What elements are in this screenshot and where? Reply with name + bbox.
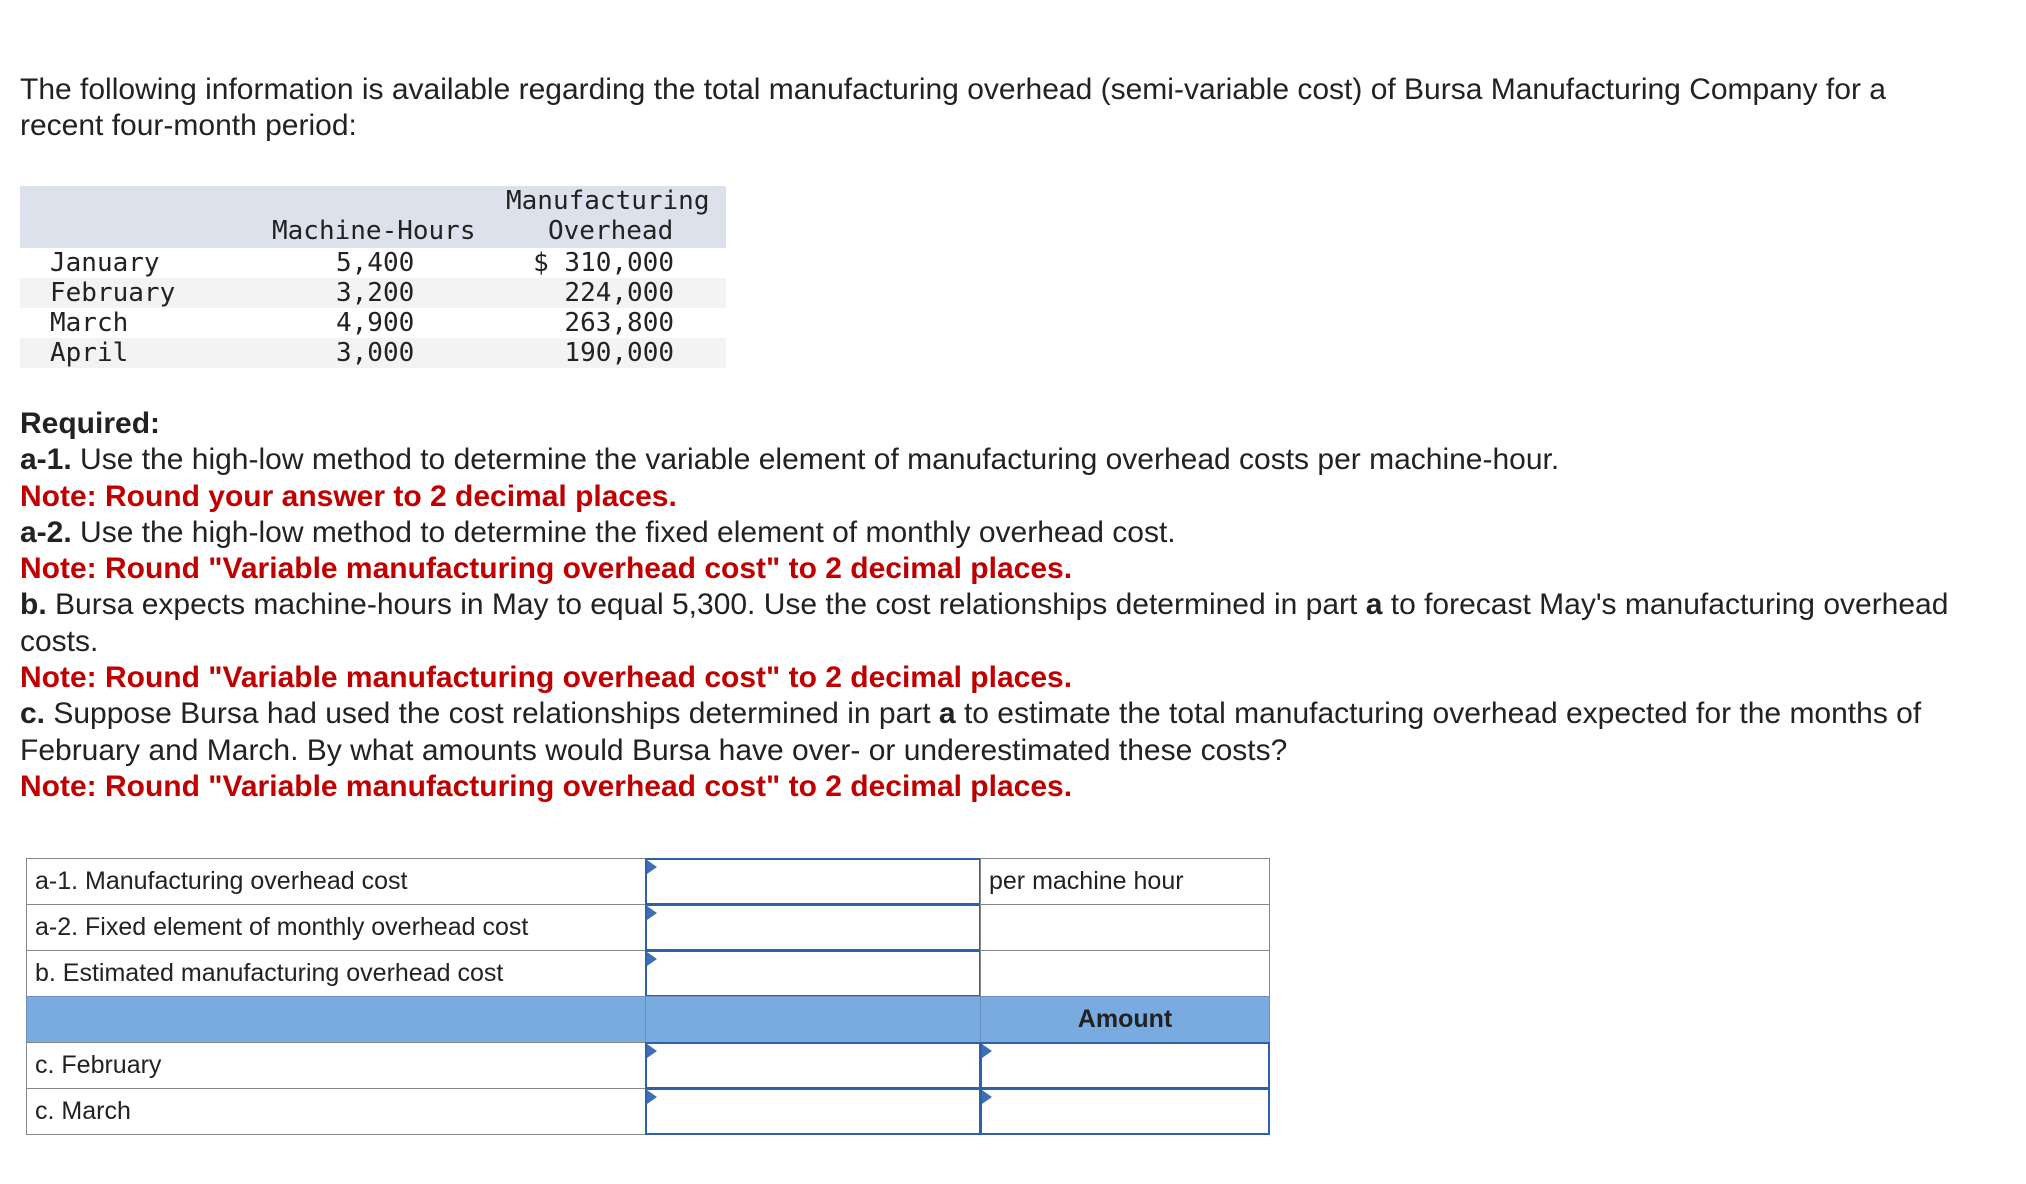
march-over-under-select[interactable] — [647, 1090, 979, 1133]
label-b: b. Estimated manufacturing overhead cost — [26, 950, 646, 997]
label-c-february: c. February — [26, 1042, 646, 1089]
variable-cost-input[interactable] — [647, 860, 979, 903]
month-cell: April — [50, 338, 129, 368]
unit-a1: per machine hour — [980, 858, 1270, 905]
input-b-cell[interactable] — [645, 950, 981, 997]
header-band-cell — [26, 996, 646, 1043]
input-a1-cell[interactable] — [645, 858, 981, 905]
requirement-c: c. Suppose Bursa had used the cost relationships determined in part a to estimate the total manufacturing overhead expected for the months of February and March. By what amounts would Bursa have over- or underestimated these costs? — [20, 697, 1922, 767]
month-cell: February — [50, 278, 176, 308]
overhead-data-table — [20, 186, 726, 368]
label-a1: a-1. Manufacturing overhead cost — [26, 858, 646, 905]
header-overhead-line1: Manufacturing — [506, 186, 710, 216]
table-row — [20, 308, 726, 338]
month-cell: March — [50, 308, 129, 338]
note-c: Note: Round "Variable manufacturing overhead cost" to 2 decimal places. — [20, 769, 1073, 803]
input-c-february-amount-cell[interactable] — [980, 1042, 1270, 1089]
problem-intro: The following information is available regarding the total manufacturing overhead (semi-variable cost) of Bursa Manufacturing Company for a recent four-month period: — [20, 73, 1886, 142]
amount-header: Amount — [980, 996, 1270, 1043]
requirement-b: b. Bursa expects machine-hours in May to equal 5,300. Use the cost relationships determined in part a to forecast May's manufacturing overhead costs. — [20, 588, 1949, 658]
empty-cell — [980, 950, 1270, 997]
header-band-cell — [645, 996, 981, 1043]
header-overhead-line2: Overhead — [548, 216, 674, 246]
answer-grid — [26, 858, 1270, 1136]
empty-cell — [980, 904, 1270, 951]
fixed-cost-input[interactable] — [647, 906, 979, 949]
march-amount-input[interactable] — [982, 1090, 1268, 1133]
month-cell: January — [50, 248, 160, 278]
table-row — [20, 248, 726, 278]
requirement-a1: a-1. Use the high-low method to determine the variable element of manufacturing overhead costs per machine-hour. — [20, 443, 1560, 477]
february-amount-input[interactable] — [982, 1044, 1268, 1087]
machine-hours-cell: 4,900 — [336, 308, 415, 338]
input-c-february-cell[interactable] — [645, 1042, 981, 1089]
overhead-cell: 263,800 — [564, 308, 674, 338]
label-a2: a-2. Fixed element of monthly overhead cost — [26, 904, 646, 951]
required-section — [20, 406, 1960, 805]
table-row — [20, 278, 726, 308]
note-b: Note: Round "Variable manufacturing overhead cost" to 2 decimal places. — [20, 661, 1073, 695]
table-row — [20, 338, 726, 368]
february-over-under-select[interactable] — [647, 1044, 979, 1087]
note-a2: Note: Round "Variable manufacturing overhead cost" to 2 decimal places. — [20, 552, 1073, 586]
input-c-march-amount-cell[interactable] — [980, 1088, 1270, 1135]
note-a1: Note: Round your answer to 2 decimal places. — [20, 479, 677, 513]
overhead-cell: 190,000 — [564, 338, 674, 368]
required-title: Required: — [20, 407, 161, 440]
label-c-march: c. March — [26, 1088, 646, 1135]
header-machine-hours: Machine-Hours — [272, 216, 476, 246]
overhead-cell: 224,000 — [564, 278, 674, 308]
input-c-march-cell[interactable] — [645, 1088, 981, 1135]
input-a2-cell[interactable] — [645, 904, 981, 951]
table-header — [20, 186, 726, 248]
machine-hours-cell: 5,400 — [336, 248, 415, 278]
machine-hours-cell: 3,000 — [336, 338, 415, 368]
machine-hours-cell: 3,200 — [336, 278, 415, 308]
estimated-cost-input[interactable] — [647, 952, 979, 995]
overhead-cell: $ 310,000 — [533, 248, 674, 278]
requirement-a2: a-2. Use the high-low method to determine the fixed element of monthly overhead cost. — [20, 515, 1176, 549]
